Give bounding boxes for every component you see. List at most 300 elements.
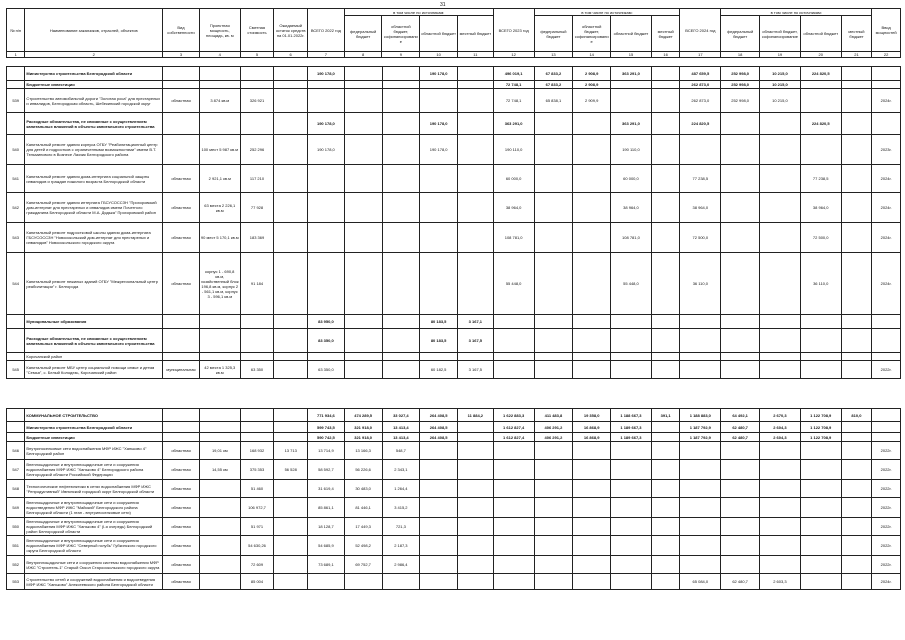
table-row xyxy=(7,353,901,361)
value-cell xyxy=(199,556,240,574)
value-cell xyxy=(721,353,760,361)
header-cell: областной бюджет, софинансирование xyxy=(760,16,801,52)
value-cell: 16 868,9 xyxy=(573,433,611,442)
value-cell xyxy=(163,81,200,89)
header-cell: Проектная мощность, площадь, кв. м xyxy=(199,9,240,52)
value-cell: 2022г. xyxy=(872,556,901,574)
value-cell: 13 714,9 xyxy=(308,442,345,460)
value-cell xyxy=(573,315,611,329)
value-cell xyxy=(573,329,611,353)
value-cell: 51 460 xyxy=(240,480,274,498)
header-cell: Сметная стоимость xyxy=(240,9,274,52)
value-cell xyxy=(534,353,573,361)
header-group: в том числе по источникам: xyxy=(344,9,493,16)
value-cell xyxy=(841,518,872,536)
value-cell xyxy=(611,353,652,361)
value-cell xyxy=(721,223,760,253)
row-number: 545 xyxy=(7,361,25,379)
value-cell xyxy=(420,498,458,518)
table-row xyxy=(7,574,901,590)
value-cell: 1 122 708,9 xyxy=(800,409,841,422)
value-cell: 72 500,0 xyxy=(680,223,721,253)
value-cell xyxy=(493,460,534,480)
table-row xyxy=(7,67,901,81)
value-cell xyxy=(651,460,680,480)
value-cell xyxy=(344,223,382,253)
value-cell xyxy=(274,329,308,353)
value-cell: 65 084,0 xyxy=(680,574,721,590)
value-cell xyxy=(680,353,721,361)
table-row xyxy=(7,536,901,556)
header-group: в том числе по источникам: xyxy=(721,9,872,16)
object-name: Внеплощадочные и внутриплощадочные сети и сооружения водоснабжения МФР ИЖС "Северный голубь" Губкинского городского округа Белгородской области xyxy=(25,536,163,556)
value-cell xyxy=(458,480,494,498)
header-cell: федеральный бюджет xyxy=(344,16,382,52)
value-cell xyxy=(680,361,721,379)
value-cell: 411 483,8 xyxy=(534,409,573,422)
value-cell: 2 343,1 xyxy=(382,460,420,480)
row-number: 551 xyxy=(7,536,25,556)
value-cell xyxy=(760,329,801,353)
table-row xyxy=(7,81,901,89)
column-number: 16 xyxy=(651,52,680,58)
value-cell xyxy=(800,135,841,165)
value-cell: 117 210 xyxy=(240,165,274,193)
value-cell xyxy=(800,518,841,536)
value-cell: 2 187,3 xyxy=(382,536,420,556)
column-number: 9 xyxy=(382,52,420,58)
value-cell: 2024г. xyxy=(872,193,901,223)
header-cell: местный бюджет xyxy=(457,16,493,52)
table-row xyxy=(7,193,901,223)
value-cell: 1 189 667,3 xyxy=(611,422,652,433)
value-cell: 2023г. xyxy=(872,135,901,165)
table-row xyxy=(7,460,901,480)
value-cell: 52 498,2 xyxy=(344,536,382,556)
value-cell xyxy=(199,329,240,353)
value-cell xyxy=(651,574,680,590)
value-cell xyxy=(274,536,308,556)
table-row xyxy=(7,361,901,379)
value-cell xyxy=(420,353,458,361)
value-cell xyxy=(493,556,534,574)
value-cell xyxy=(651,315,680,329)
value-cell xyxy=(611,89,652,113)
row-number xyxy=(7,315,25,329)
value-cell xyxy=(493,536,534,556)
value-cell: 264 408,5 xyxy=(420,409,458,422)
value-cell xyxy=(274,253,308,315)
value-cell xyxy=(841,81,872,89)
value-cell xyxy=(611,574,652,590)
value-cell xyxy=(458,536,494,556)
value-cell: 55 448,0 xyxy=(493,253,534,315)
value-cell: 81 446,1 xyxy=(344,498,382,518)
value-cell xyxy=(493,315,534,329)
value-cell xyxy=(872,113,901,135)
table-row xyxy=(7,329,901,353)
value-cell xyxy=(199,574,240,590)
value-cell xyxy=(274,556,308,574)
value-cell xyxy=(841,498,872,518)
value-cell xyxy=(274,89,308,113)
value-cell: областная xyxy=(163,574,200,590)
row-number xyxy=(7,353,25,361)
value-cell: областная xyxy=(163,223,200,253)
header-cell: Наименование заказчиков, отраслей, объектов xyxy=(25,9,163,52)
value-cell xyxy=(344,574,382,590)
value-cell xyxy=(611,460,652,480)
value-cell: 62 480,7 xyxy=(721,422,760,433)
value-cell xyxy=(199,113,240,135)
value-cell xyxy=(841,193,872,223)
header-cell: № п/п xyxy=(7,9,25,52)
value-cell xyxy=(199,480,240,498)
value-cell: 190 178,0 xyxy=(420,113,458,135)
value-cell: 108 781,0 xyxy=(493,223,534,253)
value-cell xyxy=(199,67,240,81)
object-name: Внеплощадочные и внутриплощадочные сети и сооружения водоотведения МФР ИЖС "Майский" Белгородского района Белгородской области (1 этап - внутрипоселковые сети) xyxy=(25,498,163,518)
value-cell: 80 183,5 xyxy=(420,329,458,353)
value-cell xyxy=(534,223,573,253)
value-cell: 190 178,0 xyxy=(420,67,458,81)
row-number: 542 xyxy=(7,193,25,223)
value-cell xyxy=(534,135,573,165)
value-cell: 1 187 792,9 xyxy=(680,433,721,442)
value-cell: 326 921 xyxy=(240,89,274,113)
value-cell xyxy=(308,253,345,315)
value-cell xyxy=(344,253,382,315)
value-cell xyxy=(163,422,200,433)
value-cell xyxy=(651,253,680,315)
object-name: Корочанский район xyxy=(25,353,163,361)
value-cell: 2024г. xyxy=(872,165,901,193)
value-cell xyxy=(199,315,240,329)
object-name: Капитальный ремонт здания дома-интерната социальной защиты инвалидов и граждан пожилого возраста Белгородской области xyxy=(25,165,163,193)
header-cell: областной бюджет xyxy=(420,16,458,52)
value-cell: 42 места 1 325,3 кв.м xyxy=(199,361,240,379)
header-cell: федеральный бюджет xyxy=(721,16,760,52)
value-cell: 67 833,2 xyxy=(534,67,573,81)
value-cell: 62 480,7 xyxy=(721,433,760,442)
value-cell xyxy=(680,315,721,329)
value-cell: 771 934,6 xyxy=(308,409,345,422)
value-cell xyxy=(493,480,534,498)
value-cell xyxy=(534,193,573,223)
value-cell: 599 743,5 xyxy=(308,422,345,433)
value-cell xyxy=(199,422,240,433)
header-cell: областной бюджет, софинансирование xyxy=(573,16,611,52)
value-cell xyxy=(382,135,420,165)
value-cell xyxy=(721,315,760,329)
value-cell xyxy=(573,480,611,498)
row-number xyxy=(7,422,25,433)
value-cell xyxy=(274,315,308,329)
value-cell xyxy=(274,135,308,165)
value-cell: 321 918,0 xyxy=(344,422,382,433)
column-number: 3 xyxy=(163,52,200,58)
value-cell: 108 781,0 xyxy=(611,223,652,253)
value-cell xyxy=(841,89,872,113)
value-cell: областная xyxy=(163,165,200,193)
value-cell xyxy=(651,498,680,518)
value-cell: 31 619,4 xyxy=(308,480,345,498)
value-cell: 3 167,1 xyxy=(458,315,494,329)
value-cell: 2 921,1 кв.м xyxy=(199,165,240,193)
value-cell: 14,55 км xyxy=(199,460,240,480)
value-cell xyxy=(841,329,872,353)
value-cell: 2 670,3 xyxy=(760,409,801,422)
value-cell: 60 000,0 xyxy=(611,165,652,193)
value-cell xyxy=(721,518,760,536)
value-cell: 2024г. xyxy=(872,223,901,253)
column-number: 1 xyxy=(7,52,25,58)
value-cell: 100 мест 5 987 кв.м xyxy=(199,135,240,165)
row-number: 540 xyxy=(7,135,25,165)
value-cell xyxy=(841,361,872,379)
value-cell xyxy=(163,433,200,442)
value-cell: 1 187 792,9 xyxy=(680,422,721,433)
value-cell xyxy=(274,193,308,223)
value-cell xyxy=(573,193,611,223)
value-cell: 363 291,0 xyxy=(611,67,652,81)
object-name: Расходные обязательства, не связанные с осуществлением капитальных вложений в объекты капитального строительства xyxy=(25,113,163,135)
value-cell xyxy=(382,67,420,81)
value-cell: 36 110,0 xyxy=(800,253,841,315)
column-number: 13 xyxy=(534,52,573,58)
value-cell xyxy=(344,113,382,135)
row-number: 550 xyxy=(7,518,25,536)
value-cell: 65 838,1 xyxy=(534,89,573,113)
value-cell xyxy=(458,135,494,165)
object-name: Внутрипоселковые сети водоснабжения МФР ИЖС "Ханьково 4" Белгородский район xyxy=(25,442,163,460)
header-cell: местный бюджет xyxy=(841,16,872,52)
value-cell xyxy=(721,193,760,223)
value-cell: 252 296 xyxy=(240,135,274,165)
value-cell xyxy=(760,518,801,536)
value-cell: 487 659,5 xyxy=(680,67,721,81)
value-cell xyxy=(382,315,420,329)
value-cell xyxy=(458,89,494,113)
header-cell: Ввод мощностей xyxy=(872,9,901,52)
value-cell xyxy=(420,223,458,253)
value-cell xyxy=(534,442,573,460)
value-cell: муниципальная xyxy=(163,361,200,379)
value-cell: корпус 1 - 690,8 кв.м, хозяйственный блок 196,8 кв.м, корпус 2 - 561,1 кв.м, корпус 3 - 596,1 кв.м xyxy=(199,253,240,315)
value-cell xyxy=(760,498,801,518)
value-cell xyxy=(274,518,308,536)
value-cell xyxy=(573,165,611,193)
value-cell: 38 964,0 xyxy=(611,193,652,223)
value-cell: 72 748,1 xyxy=(493,81,534,89)
value-cell xyxy=(420,536,458,556)
column-number: 7 xyxy=(308,52,345,58)
value-cell xyxy=(274,422,308,433)
object-name: Капитальный ремонт подростковой школы здания дома-интерната ГБСУСОССЗН "Новооскольский дом-интернат для престарелых и инвалидов" Новооскольского городского округа xyxy=(25,223,163,253)
value-cell xyxy=(800,442,841,460)
value-cell xyxy=(651,433,680,442)
value-cell xyxy=(651,442,680,460)
value-cell: 2 604,3 xyxy=(760,422,801,433)
value-cell xyxy=(651,518,680,536)
value-cell xyxy=(651,135,680,165)
value-cell: 2022г. xyxy=(872,442,901,460)
column-number: 2 xyxy=(25,52,163,58)
value-cell xyxy=(680,442,721,460)
row-number: 548 xyxy=(7,480,25,498)
value-cell xyxy=(458,518,494,536)
table-row xyxy=(7,556,901,574)
value-cell xyxy=(721,135,760,165)
value-cell xyxy=(760,113,801,135)
value-cell xyxy=(382,574,420,590)
value-cell xyxy=(458,113,494,135)
value-cell: 2024г. xyxy=(872,574,901,590)
header-cell: областной бюджет, софинансирование xyxy=(382,16,420,52)
value-cell xyxy=(680,536,721,556)
value-cell xyxy=(344,67,382,81)
value-cell xyxy=(651,556,680,574)
row-number: 549 xyxy=(7,498,25,518)
value-cell xyxy=(760,480,801,498)
value-cell: 30 483,0 xyxy=(344,480,382,498)
value-cell xyxy=(760,223,801,253)
column-number: 15 xyxy=(611,52,652,58)
value-cell xyxy=(573,113,611,135)
value-cell xyxy=(308,574,345,590)
value-cell: областная xyxy=(163,89,200,113)
value-cell xyxy=(274,67,308,81)
value-cell xyxy=(344,89,382,113)
column-number: 6 xyxy=(274,52,308,58)
value-cell: 36 110,0 xyxy=(680,253,721,315)
value-cell xyxy=(760,193,801,223)
value-cell xyxy=(274,165,308,193)
value-cell: 63 350,0 xyxy=(308,361,345,379)
value-cell xyxy=(240,353,274,361)
value-cell: 60 182,5 xyxy=(420,361,458,379)
value-cell: областная xyxy=(163,193,200,223)
value-cell: 406 291,2 xyxy=(534,422,573,433)
value-cell: 72 500,0 xyxy=(800,223,841,253)
value-cell: 2024г. xyxy=(872,253,901,315)
value-cell xyxy=(872,353,901,361)
value-cell xyxy=(344,81,382,89)
value-cell: областная xyxy=(163,518,200,536)
value-cell xyxy=(420,81,458,89)
value-cell: 77 238,5 xyxy=(800,165,841,193)
object-name: Технологические нефтеюнктики в сетях водоснабжения МФР ИЖС "Репродуктивный" Ивнянский городской округ Белгородской области xyxy=(25,480,163,498)
value-cell xyxy=(611,81,652,89)
value-cell xyxy=(841,536,872,556)
column-number: 11 xyxy=(457,52,493,58)
value-cell xyxy=(382,89,420,113)
row-number: 546 xyxy=(7,442,25,460)
value-cell: 190 110,0 xyxy=(493,135,534,165)
value-cell xyxy=(841,113,872,135)
value-cell xyxy=(534,460,573,480)
column-number: 22 xyxy=(872,52,901,58)
row-number xyxy=(7,113,25,135)
value-cell xyxy=(240,315,274,329)
page-number: 31 xyxy=(440,2,446,8)
value-cell xyxy=(841,422,872,433)
value-cell: 590 742,5 xyxy=(308,433,345,442)
value-cell xyxy=(534,165,573,193)
row-number: 552 xyxy=(7,556,25,574)
value-cell xyxy=(872,422,901,433)
value-cell xyxy=(651,67,680,81)
header-cell: Вид собственности xyxy=(163,9,200,52)
value-cell xyxy=(760,253,801,315)
value-cell xyxy=(760,556,801,574)
value-cell xyxy=(163,135,200,165)
table-section-top xyxy=(6,66,901,379)
value-cell: 2 986,4 xyxy=(382,556,420,574)
value-cell xyxy=(611,329,652,353)
value-cell: 13 166,3 xyxy=(344,442,382,460)
value-cell xyxy=(651,361,680,379)
value-cell xyxy=(651,89,680,113)
value-cell xyxy=(308,193,345,223)
value-cell xyxy=(651,353,680,361)
value-cell: 63 места 2 226,1 кв.м xyxy=(199,193,240,223)
value-cell: 13 413,4 xyxy=(382,422,420,433)
column-number: 21 xyxy=(841,52,872,58)
value-cell xyxy=(573,536,611,556)
column-number: 4 xyxy=(199,52,240,58)
object-name: Капитальный ремонт МБУ центр социальной помощи семье и детям "Семья", с. Белый Колодезь, Корочанский район xyxy=(25,361,163,379)
value-cell xyxy=(344,135,382,165)
value-cell xyxy=(382,81,420,89)
table-row xyxy=(7,253,901,315)
value-cell xyxy=(760,361,801,379)
header-cell: областной бюджет xyxy=(611,16,652,52)
value-cell xyxy=(651,223,680,253)
object-name: Министерство строительства Белгородской области xyxy=(25,422,163,433)
value-cell xyxy=(721,536,760,556)
value-cell: областная xyxy=(163,498,200,518)
value-cell: областная xyxy=(163,460,200,480)
column-number: 19 xyxy=(760,52,801,58)
value-cell: 72 609 xyxy=(240,556,274,574)
value-cell xyxy=(344,353,382,361)
value-cell xyxy=(611,518,652,536)
value-cell xyxy=(308,353,345,361)
value-cell: областная xyxy=(163,480,200,498)
value-cell xyxy=(240,422,274,433)
value-cell xyxy=(760,165,801,193)
value-cell xyxy=(760,315,801,329)
value-cell: 190 178,0 xyxy=(420,135,458,165)
value-cell xyxy=(651,480,680,498)
value-cell xyxy=(611,361,652,379)
value-cell: 2022г. xyxy=(872,460,901,480)
table-row xyxy=(7,480,901,498)
value-cell: 3 167,5 xyxy=(458,361,494,379)
value-cell: 224 820,5 xyxy=(680,113,721,135)
column-number: 10 xyxy=(420,52,458,58)
row-number xyxy=(7,67,25,81)
header-group: в том числе по источникам: xyxy=(534,9,680,16)
value-cell xyxy=(721,442,760,460)
value-cell xyxy=(872,433,901,442)
value-cell: 11 884,2 xyxy=(458,409,494,422)
value-cell xyxy=(534,574,573,590)
column-number: 12 xyxy=(493,52,534,58)
value-cell xyxy=(163,113,200,135)
value-cell xyxy=(680,329,721,353)
